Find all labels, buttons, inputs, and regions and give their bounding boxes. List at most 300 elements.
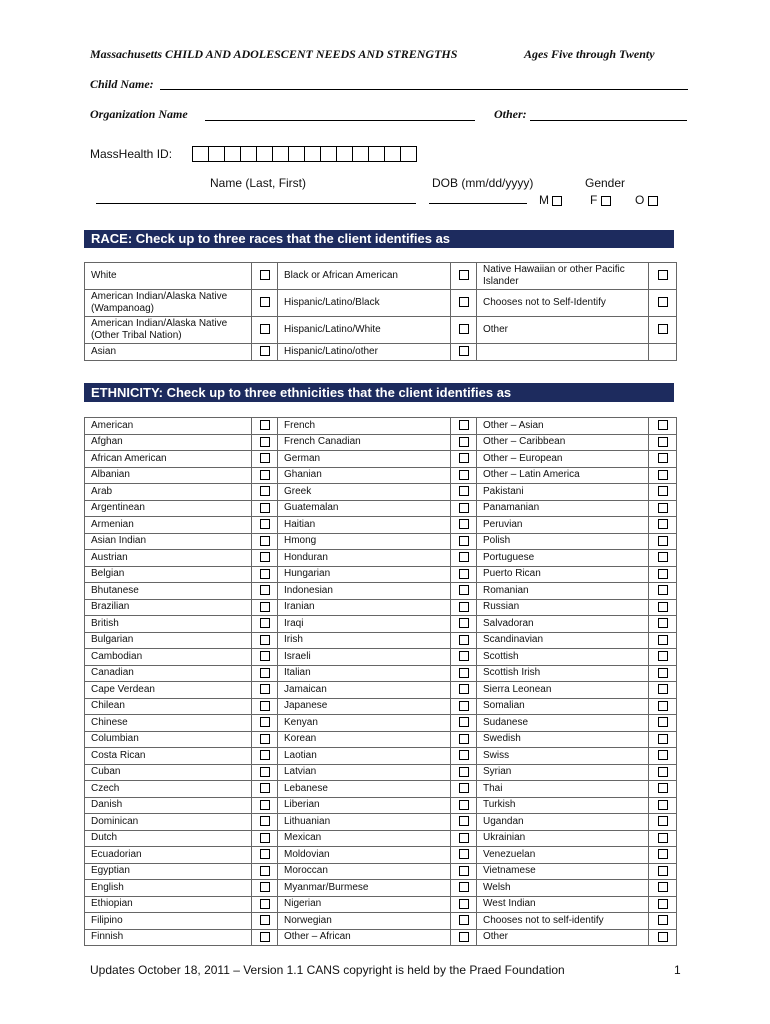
checkbox[interactable] xyxy=(658,470,668,480)
checkbox[interactable] xyxy=(260,833,270,843)
checkbox-cell[interactable] xyxy=(252,434,278,451)
checkbox[interactable] xyxy=(658,324,668,334)
checkbox[interactable] xyxy=(459,833,469,843)
checkbox-cell[interactable] xyxy=(451,797,477,814)
checkbox-cell[interactable] xyxy=(252,880,278,897)
checkbox-cell[interactable] xyxy=(649,929,677,946)
checkbox[interactable] xyxy=(658,701,668,711)
checkbox-cell[interactable] xyxy=(451,317,477,344)
checkbox-cell[interactable] xyxy=(649,263,677,290)
checkbox-cell[interactable] xyxy=(451,880,477,897)
ethnicity-option-label: Pakistani xyxy=(477,484,649,501)
checkbox-cell[interactable] xyxy=(252,616,278,633)
checkbox[interactable] xyxy=(260,569,270,579)
checkbox-cell[interactable] xyxy=(649,434,677,451)
id-digit-box[interactable] xyxy=(368,146,385,162)
checkbox[interactable] xyxy=(260,602,270,612)
ethnicity-option-label: Egyptian xyxy=(85,863,252,880)
checkbox-cell[interactable] xyxy=(252,814,278,831)
checkbox[interactable] xyxy=(658,750,668,760)
checkbox-cell[interactable] xyxy=(649,599,677,616)
checkbox[interactable] xyxy=(260,324,270,334)
checkbox[interactable] xyxy=(459,519,469,529)
checkbox-cell[interactable] xyxy=(252,682,278,699)
checkbox[interactable] xyxy=(459,635,469,645)
checkbox-cell[interactable] xyxy=(451,896,477,913)
checkbox[interactable] xyxy=(658,503,668,513)
checkbox-cell[interactable] xyxy=(252,566,278,583)
checkbox-cell[interactable] xyxy=(649,484,677,501)
checkbox-cell[interactable] xyxy=(451,290,477,317)
checkbox[interactable] xyxy=(459,684,469,694)
checkbox[interactable] xyxy=(658,717,668,727)
id-digit-box[interactable] xyxy=(256,146,273,162)
checkbox[interactable] xyxy=(260,297,270,307)
checkbox-cell[interactable] xyxy=(451,533,477,550)
ethnicity-option-label: Asian Indian xyxy=(85,533,252,550)
checkbox-cell[interactable] xyxy=(252,533,278,550)
gender-m-option[interactable] xyxy=(539,193,562,207)
masshealth-label: MassHealth ID: xyxy=(90,147,173,161)
checkbox-cell[interactable] xyxy=(649,317,677,344)
checkbox[interactable] xyxy=(658,783,668,793)
checkbox-cell[interactable] xyxy=(252,863,278,880)
checkbox-cell[interactable] xyxy=(451,830,477,847)
checkbox-cell[interactable] xyxy=(252,665,278,682)
checkbox[interactable] xyxy=(260,717,270,727)
gender-f-label: F xyxy=(590,193,598,207)
ethnicity-option-label: Other – Latin America xyxy=(477,467,649,484)
name-field[interactable] xyxy=(96,203,416,204)
checkbox-cell[interactable] xyxy=(252,500,278,517)
ethnicity-row xyxy=(85,929,677,946)
id-digit-box[interactable] xyxy=(400,146,417,162)
race-section-header: RACE: Check up to three races that the client identifies as xyxy=(84,230,674,248)
ethnicity-option-label: Kenyan xyxy=(278,715,451,732)
checkbox-cell[interactable] xyxy=(649,748,677,765)
checkbox-cell[interactable] xyxy=(649,451,677,468)
ethnicity-option-label: Argentinean xyxy=(85,500,252,517)
checkbox[interactable] xyxy=(658,297,668,307)
gender-o-option[interactable] xyxy=(635,193,658,207)
ethnicity-row xyxy=(85,451,677,468)
checkbox-cell[interactable] xyxy=(649,290,677,317)
checkbox[interactable] xyxy=(459,437,469,447)
checkbox[interactable] xyxy=(459,701,469,711)
checkbox-cell[interactable] xyxy=(252,781,278,798)
checkbox[interactable] xyxy=(459,453,469,463)
ethnicity-option-label: Scottish Irish xyxy=(477,665,649,682)
checkbox-cell[interactable] xyxy=(451,632,477,649)
checkbox[interactable] xyxy=(658,453,668,463)
checkbox-cell[interactable] xyxy=(252,583,278,600)
ethnicity-row xyxy=(85,797,677,814)
checkbox-cell[interactable] xyxy=(252,715,278,732)
checkbox-cell[interactable] xyxy=(451,451,477,468)
checkbox[interactable] xyxy=(260,849,270,859)
form-title: Massachusetts CHILD AND ADOLESCENT NEEDS AND STRENGTHS xyxy=(90,47,458,61)
checkbox-cell[interactable] xyxy=(451,344,477,361)
checkbox[interactable] xyxy=(658,833,668,843)
ethnicity-row xyxy=(85,500,677,517)
checkbox[interactable] xyxy=(260,882,270,892)
checkbox-cell[interactable] xyxy=(252,913,278,930)
checkbox[interactable] xyxy=(658,899,668,909)
checkbox[interactable] xyxy=(459,882,469,892)
checkbox[interactable] xyxy=(260,816,270,826)
id-digit-box[interactable] xyxy=(384,146,401,162)
id-digit-box[interactable] xyxy=(304,146,321,162)
checkbox-cell[interactable] xyxy=(451,682,477,699)
footer-text: Updates October 18, 2011 – Version 1.1 CANS copyright is held by the Praed Foundation xyxy=(90,963,565,977)
checkbox-cell[interactable] xyxy=(649,517,677,534)
ethnicity-option-label: Sudanese xyxy=(477,715,649,732)
checkbox-cell[interactable] xyxy=(649,797,677,814)
checkbox-cell[interactable] xyxy=(451,500,477,517)
checkbox[interactable] xyxy=(260,800,270,810)
checkbox-cell[interactable] xyxy=(649,649,677,666)
checkbox[interactable] xyxy=(658,684,668,694)
checkbox-cell[interactable] xyxy=(252,797,278,814)
dob-field[interactable] xyxy=(429,203,527,204)
ethnicity-option-label: Hmong xyxy=(278,533,451,550)
checkbox[interactable] xyxy=(658,618,668,628)
checkbox-cell[interactable] xyxy=(649,533,677,550)
checkbox-cell[interactable] xyxy=(252,550,278,567)
other-field[interactable] xyxy=(530,120,687,121)
race-row xyxy=(85,344,677,361)
gender-f-option[interactable] xyxy=(590,193,611,207)
page-number: 1 xyxy=(674,963,681,977)
ethnicity-option-label: Iranian xyxy=(278,599,451,616)
checkbox[interactable] xyxy=(260,734,270,744)
race-option-label: Hispanic/Latino/other xyxy=(278,344,451,361)
checkbox-cell[interactable] xyxy=(451,616,477,633)
checkbox-cell[interactable] xyxy=(649,698,677,715)
checkbox[interactable] xyxy=(658,486,668,496)
checkbox[interactable] xyxy=(658,734,668,744)
checkbox[interactable] xyxy=(260,519,270,529)
ethnicity-option-label: Other – African xyxy=(278,929,451,946)
ethnicity-option-label: Other xyxy=(477,929,649,946)
ethnicity-row xyxy=(85,748,677,765)
checkbox[interactable] xyxy=(260,503,270,513)
checkbox-cell[interactable] xyxy=(649,418,677,435)
checkbox-cell[interactable] xyxy=(252,632,278,649)
checkbox[interactable] xyxy=(658,800,668,810)
checkbox[interactable] xyxy=(459,668,469,678)
ethnicity-option-label: Laotian xyxy=(278,748,451,765)
checkbox-cell[interactable] xyxy=(451,484,477,501)
checkbox-cell[interactable] xyxy=(451,583,477,600)
checkbox-cell[interactable] xyxy=(252,764,278,781)
checkbox-cell[interactable] xyxy=(451,781,477,798)
checkbox[interactable] xyxy=(459,602,469,612)
checkbox[interactable] xyxy=(658,866,668,876)
gender-o-checkbox[interactable] xyxy=(648,196,658,206)
checkbox[interactable] xyxy=(459,816,469,826)
checkbox-cell[interactable] xyxy=(649,715,677,732)
checkbox[interactable] xyxy=(658,932,668,942)
checkbox-cell[interactable] xyxy=(649,830,677,847)
id-digit-box[interactable] xyxy=(320,146,337,162)
ethnicity-option-label: Swedish xyxy=(477,731,649,748)
ethnicity-option-label: Somalian xyxy=(477,698,649,715)
checkbox-cell[interactable] xyxy=(252,418,278,435)
checkbox-cell[interactable] xyxy=(451,566,477,583)
checkbox[interactable] xyxy=(658,585,668,595)
id-digit-box[interactable] xyxy=(336,146,353,162)
checkbox[interactable] xyxy=(658,849,668,859)
checkbox-cell[interactable] xyxy=(252,451,278,468)
gender-label: Gender xyxy=(585,176,626,190)
checkbox-cell[interactable] xyxy=(252,317,278,344)
checkbox-cell[interactable] xyxy=(451,731,477,748)
checkbox[interactable] xyxy=(260,346,270,356)
checkbox-cell[interactable] xyxy=(252,847,278,864)
checkbox[interactable] xyxy=(459,767,469,777)
checkbox-cell[interactable] xyxy=(649,500,677,517)
ethnicity-option-label: Russian xyxy=(477,599,649,616)
checkbox[interactable] xyxy=(459,536,469,546)
checkbox[interactable] xyxy=(260,618,270,628)
checkbox[interactable] xyxy=(260,536,270,546)
checkbox[interactable] xyxy=(260,585,270,595)
checkbox-cell[interactable] xyxy=(252,929,278,946)
checkbox[interactable] xyxy=(459,270,469,280)
checkbox[interactable] xyxy=(260,750,270,760)
checkbox[interactable] xyxy=(260,783,270,793)
checkbox-cell[interactable] xyxy=(649,880,677,897)
checkbox-cell[interactable] xyxy=(252,599,278,616)
checkbox[interactable] xyxy=(658,270,668,280)
checkbox[interactable] xyxy=(459,585,469,595)
checkbox[interactable] xyxy=(459,503,469,513)
checkbox[interactable] xyxy=(658,519,668,529)
checkbox[interactable] xyxy=(658,915,668,925)
checkbox-cell[interactable] xyxy=(451,263,477,290)
checkbox-cell[interactable] xyxy=(252,830,278,847)
checkbox[interactable] xyxy=(658,635,668,645)
checkbox[interactable] xyxy=(459,324,469,334)
checkbox-cell[interactable] xyxy=(649,814,677,831)
checkbox-cell[interactable] xyxy=(252,698,278,715)
checkbox-cell[interactable] xyxy=(451,517,477,534)
ethnicity-option-label: Greek xyxy=(278,484,451,501)
checkbox[interactable] xyxy=(260,651,270,661)
id-digit-box[interactable] xyxy=(240,146,257,162)
checkbox[interactable] xyxy=(459,899,469,909)
ethnicity-option-label: Guatemalan xyxy=(278,500,451,517)
checkbox[interactable] xyxy=(260,437,270,447)
checkbox[interactable] xyxy=(260,552,270,562)
ethnicity-option-label: Cambodian xyxy=(85,649,252,666)
checkbox-cell[interactable] xyxy=(252,649,278,666)
checkbox[interactable] xyxy=(459,651,469,661)
checkbox[interactable] xyxy=(459,297,469,307)
checkbox-cell[interactable] xyxy=(451,715,477,732)
checkbox[interactable] xyxy=(459,932,469,942)
ethnicity-option-label: Indonesian xyxy=(278,583,451,600)
id-digit-box[interactable] xyxy=(288,146,305,162)
checkbox[interactable] xyxy=(658,569,668,579)
ethnicity-row xyxy=(85,665,677,682)
checkbox[interactable] xyxy=(459,849,469,859)
checkbox-cell[interactable] xyxy=(649,616,677,633)
checkbox[interactable] xyxy=(260,684,270,694)
checkbox[interactable] xyxy=(658,816,668,826)
checkbox[interactable] xyxy=(459,486,469,496)
ethnicity-row xyxy=(85,781,677,798)
checkbox-cell[interactable] xyxy=(649,913,677,930)
ethnicity-table xyxy=(84,417,677,946)
checkbox[interactable] xyxy=(459,915,469,925)
checkbox[interactable] xyxy=(260,420,270,430)
ethnicity-row xyxy=(85,533,677,550)
checkbox[interactable] xyxy=(260,453,270,463)
checkbox-cell[interactable] xyxy=(649,731,677,748)
checkbox[interactable] xyxy=(459,420,469,430)
id-digit-box[interactable] xyxy=(352,146,369,162)
checkbox[interactable] xyxy=(658,420,668,430)
checkbox-cell[interactable] xyxy=(451,814,477,831)
checkbox-cell[interactable] xyxy=(252,290,278,317)
checkbox-cell[interactable] xyxy=(649,863,677,880)
ethnicity-option-label: Dominican xyxy=(85,814,252,831)
checkbox-cell[interactable] xyxy=(451,550,477,567)
id-digit-box[interactable] xyxy=(208,146,225,162)
checkbox[interactable] xyxy=(459,783,469,793)
ethnicity-option-label: Belgian xyxy=(85,566,252,583)
checkbox-cell[interactable] xyxy=(252,263,278,290)
checkbox-cell[interactable] xyxy=(649,583,677,600)
checkbox-cell[interactable] xyxy=(649,781,677,798)
checkbox-cell[interactable] xyxy=(252,731,278,748)
checkbox-cell[interactable] xyxy=(451,929,477,946)
ethnicity-option-label: Romanian xyxy=(477,583,649,600)
checkbox-cell[interactable] xyxy=(451,665,477,682)
checkbox-cell[interactable] xyxy=(649,550,677,567)
checkbox[interactable] xyxy=(658,882,668,892)
checkbox-cell[interactable] xyxy=(252,517,278,534)
checkbox-cell[interactable] xyxy=(649,682,677,699)
checkbox-cell[interactable] xyxy=(451,748,477,765)
checkbox-cell[interactable] xyxy=(451,847,477,864)
checkbox-cell[interactable] xyxy=(451,418,477,435)
child-name-field[interactable] xyxy=(160,89,688,90)
checkbox-cell[interactable] xyxy=(649,896,677,913)
checkbox[interactable] xyxy=(459,866,469,876)
checkbox[interactable] xyxy=(459,717,469,727)
checkbox[interactable] xyxy=(658,668,668,678)
checkbox[interactable] xyxy=(459,569,469,579)
gender-m-checkbox[interactable] xyxy=(552,196,562,206)
ethnicity-option-label: Irish xyxy=(278,632,451,649)
checkbox-cell[interactable] xyxy=(252,484,278,501)
checkbox[interactable] xyxy=(260,701,270,711)
ethnicity-option-label: American xyxy=(85,418,252,435)
ethnicity-option-label: Finnish xyxy=(85,929,252,946)
checkbox[interactable] xyxy=(260,866,270,876)
race-option-label: American Indian/Alaska Native (Wampanoag) xyxy=(85,290,252,317)
checkbox-cell[interactable] xyxy=(649,566,677,583)
organization-field[interactable] xyxy=(205,120,475,121)
ethnicity-row xyxy=(85,467,677,484)
checkbox[interactable] xyxy=(459,618,469,628)
checkbox-cell[interactable] xyxy=(252,344,278,361)
checkbox[interactable] xyxy=(658,437,668,447)
checkbox[interactable] xyxy=(260,635,270,645)
checkbox[interactable] xyxy=(658,651,668,661)
ethnicity-option-label: Latvian xyxy=(278,764,451,781)
ethnicity-option-label: Honduran xyxy=(278,550,451,567)
checkbox-cell[interactable] xyxy=(451,863,477,880)
ethnicity-option-label: Moroccan xyxy=(278,863,451,880)
checkbox-cell[interactable] xyxy=(649,764,677,781)
checkbox-cell[interactable] xyxy=(451,434,477,451)
ethnicity-row xyxy=(85,418,677,435)
checkbox[interactable] xyxy=(658,602,668,612)
checkbox[interactable] xyxy=(260,470,270,480)
checkbox-cell[interactable] xyxy=(252,748,278,765)
race-option-label: Asian xyxy=(85,344,252,361)
id-digit-box[interactable] xyxy=(272,146,289,162)
checkbox-cell[interactable] xyxy=(252,467,278,484)
race-table xyxy=(84,262,677,361)
checkbox-cell[interactable] xyxy=(649,467,677,484)
checkbox-cell[interactable] xyxy=(451,764,477,781)
checkbox-cell[interactable] xyxy=(451,599,477,616)
checkbox[interactable] xyxy=(260,932,270,942)
gender-m-label: M xyxy=(539,193,549,207)
checkbox[interactable] xyxy=(260,767,270,777)
checkbox[interactable] xyxy=(459,750,469,760)
checkbox-cell[interactable] xyxy=(451,649,477,666)
checkbox-cell[interactable] xyxy=(252,896,278,913)
checkbox[interactable] xyxy=(260,668,270,678)
ethnicity-option-label: Polish xyxy=(477,533,649,550)
checkbox[interactable] xyxy=(459,800,469,810)
checkbox[interactable] xyxy=(459,552,469,562)
checkbox[interactable] xyxy=(260,270,270,280)
gender-f-checkbox[interactable] xyxy=(601,196,611,206)
checkbox-cell[interactable] xyxy=(649,665,677,682)
checkbox[interactable] xyxy=(260,915,270,925)
checkbox[interactable] xyxy=(459,734,469,744)
ethnicity-option-label: Ecuadorian xyxy=(85,847,252,864)
checkbox[interactable] xyxy=(260,899,270,909)
checkbox[interactable] xyxy=(658,552,668,562)
checkbox[interactable] xyxy=(459,470,469,480)
checkbox-cell[interactable] xyxy=(451,698,477,715)
id-digit-box[interactable] xyxy=(224,146,241,162)
ethnicity-option-label: Nigerian xyxy=(278,896,451,913)
checkbox[interactable] xyxy=(260,486,270,496)
checkbox[interactable] xyxy=(459,346,469,356)
masshealth-id-field[interactable] xyxy=(193,146,417,162)
ethnicity-option-label: Panamanian xyxy=(477,500,649,517)
checkbox-cell[interactable] xyxy=(451,913,477,930)
checkbox[interactable] xyxy=(658,536,668,546)
checkbox-cell[interactable] xyxy=(649,847,677,864)
race-option-label: Black or African American xyxy=(278,263,451,290)
checkbox[interactable] xyxy=(658,767,668,777)
race-option-label xyxy=(477,344,649,361)
checkbox-cell[interactable] xyxy=(649,632,677,649)
race-option-label: Other xyxy=(477,317,649,344)
checkbox-cell[interactable] xyxy=(451,467,477,484)
id-digit-box[interactable] xyxy=(192,146,209,162)
